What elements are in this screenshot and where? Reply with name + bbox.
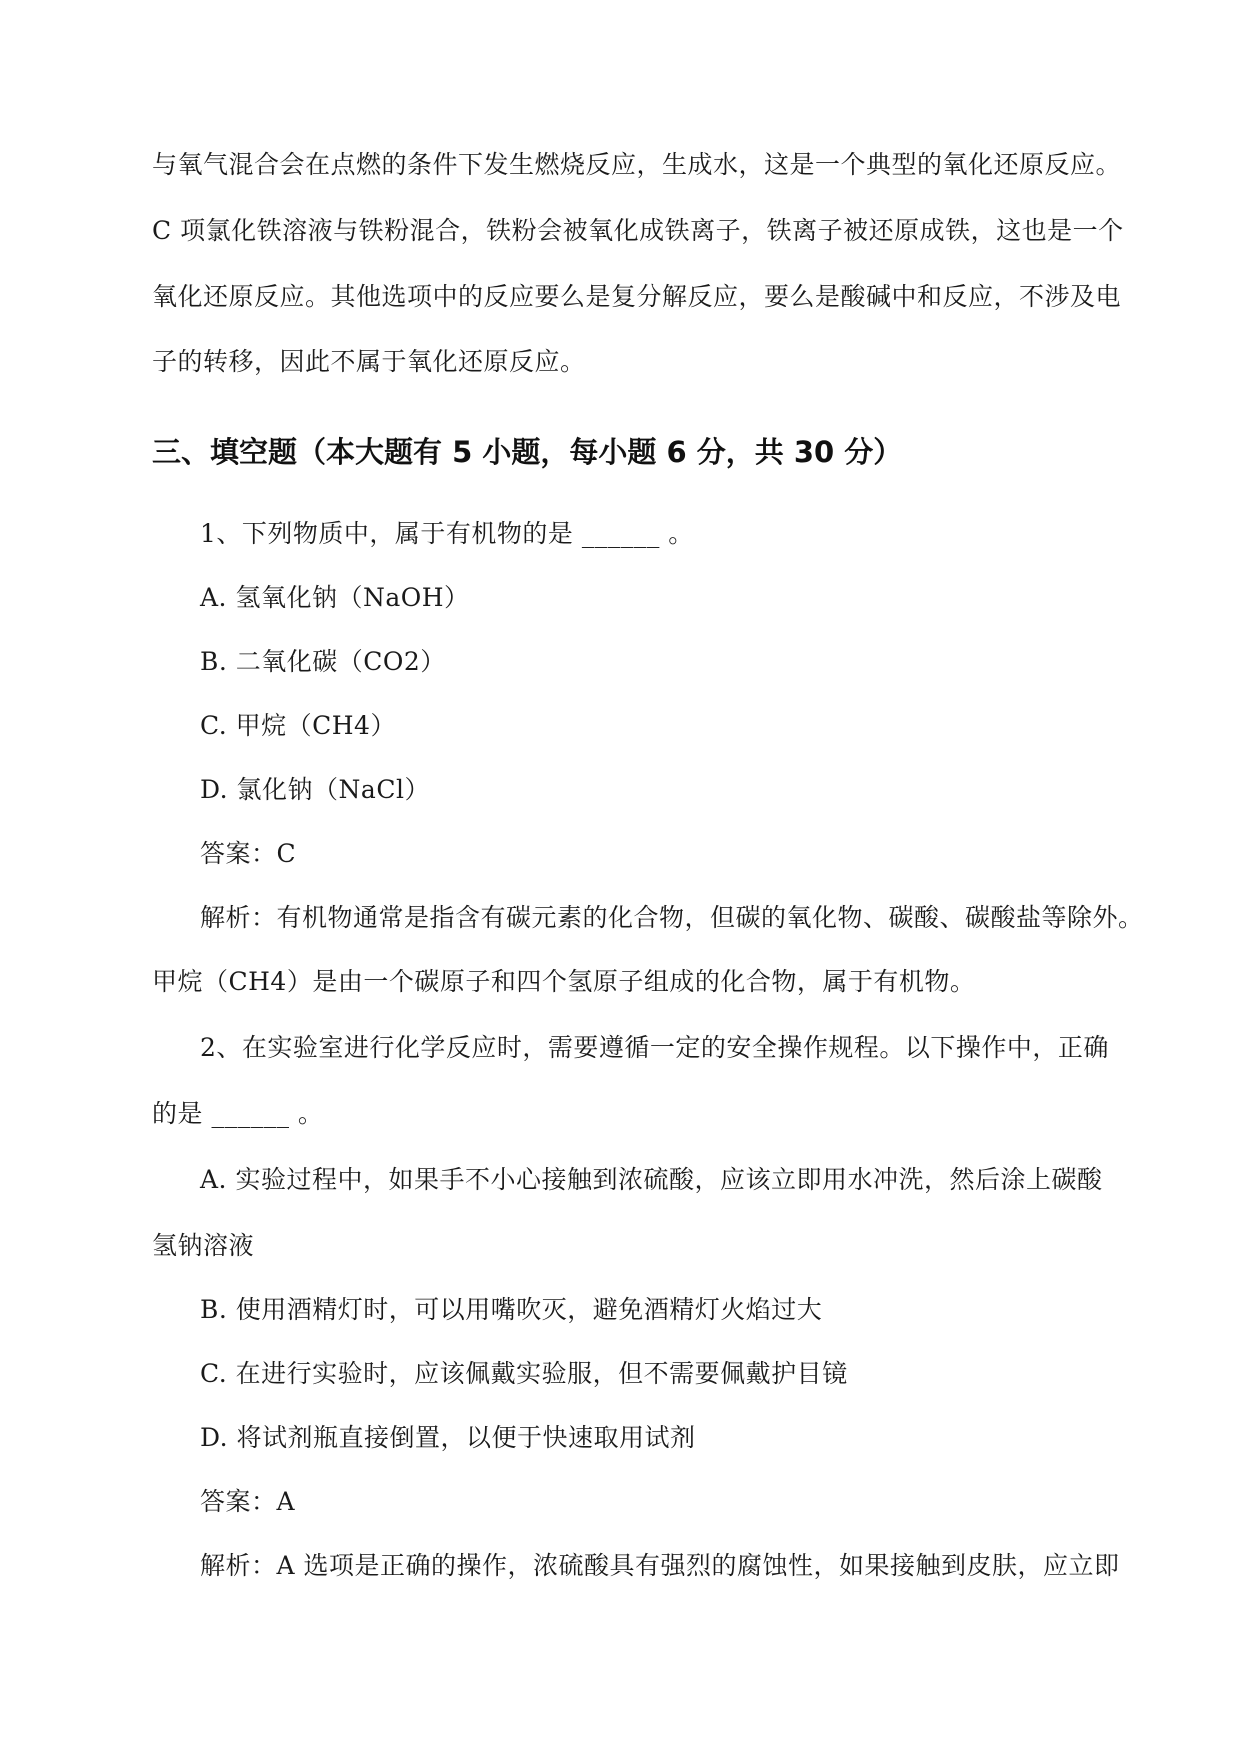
intro-line-3: 氧化还原反应。其他选项中的反应要么是复分解反应，要么是酸碱中和反应，不涉及电	[152, 282, 1122, 311]
q1-option-c: C. 甲烷（CH4）	[200, 711, 396, 740]
q2-option-d: D. 将试剂瓶直接倒置，以便于快速取用试剂	[200, 1423, 696, 1452]
intro-line-1: 与氧气混合会在点燃的条件下发生燃烧反应，生成水，这是一个典型的氧化还原反应。	[152, 150, 1122, 179]
q1-analysis-line-2: 甲烷（CH4）是由一个碳原子和四个氢原子组成的化合物，属于有机物。	[152, 967, 976, 996]
q1-analysis-line-1: 解析：有机物通常是指含有碳元素的化合物，但碳的氧化物、碳酸、碳酸盐等除外。	[200, 903, 1144, 932]
q2-analysis-line-1: 解析：A 选项是正确的操作，浓硫酸具有强烈的腐蚀性，如果接触到皮肤，应立即	[200, 1551, 1120, 1580]
q1-option-b: B. 二氧化碳（CO2）	[200, 647, 446, 676]
q2-option-b: B. 使用酒精灯时，可以用嘴吹灭，避免酒精灯火焰过大	[200, 1295, 823, 1324]
section-heading: 三、填空题（本大题有 5 小题，每小题 6 分，共 30 分）	[152, 435, 903, 469]
q2-stem-line-1: 2、在实验室进行化学反应时，需要遵循一定的安全操作规程。以下操作中，正确	[200, 1033, 1109, 1062]
q1-option-d: D. 氯化钠（NaCl）	[200, 775, 430, 804]
q1-answer: 答案：C	[200, 839, 297, 868]
q2-option-a-line-2: 氢钠溶液	[152, 1231, 255, 1260]
q1-stem: 1、下列物质中，属于有机物的是 ______ 。	[200, 519, 694, 548]
q2-option-c: C. 在进行实验时，应该佩戴实验服，但不需要佩戴护目镜	[200, 1359, 848, 1388]
q2-stem-line-2: 的是 ______ 。	[152, 1099, 324, 1128]
q2-answer: 答案：A	[200, 1487, 296, 1516]
intro-line-2: C 项氯化铁溶液与铁粉混合，铁粉会被氧化成铁离子，铁离子被还原成铁，这也是一个	[152, 216, 1124, 245]
intro-line-4: 子的转移，因此不属于氧化还原反应。	[152, 347, 586, 376]
q2-option-a-line-1: A. 实验过程中，如果手不小心接触到浓硫酸，应该立即用水冲洗，然后涂上碳酸	[200, 1165, 1103, 1194]
q1-option-a: A. 氢氧化钠（NaOH）	[200, 583, 470, 612]
